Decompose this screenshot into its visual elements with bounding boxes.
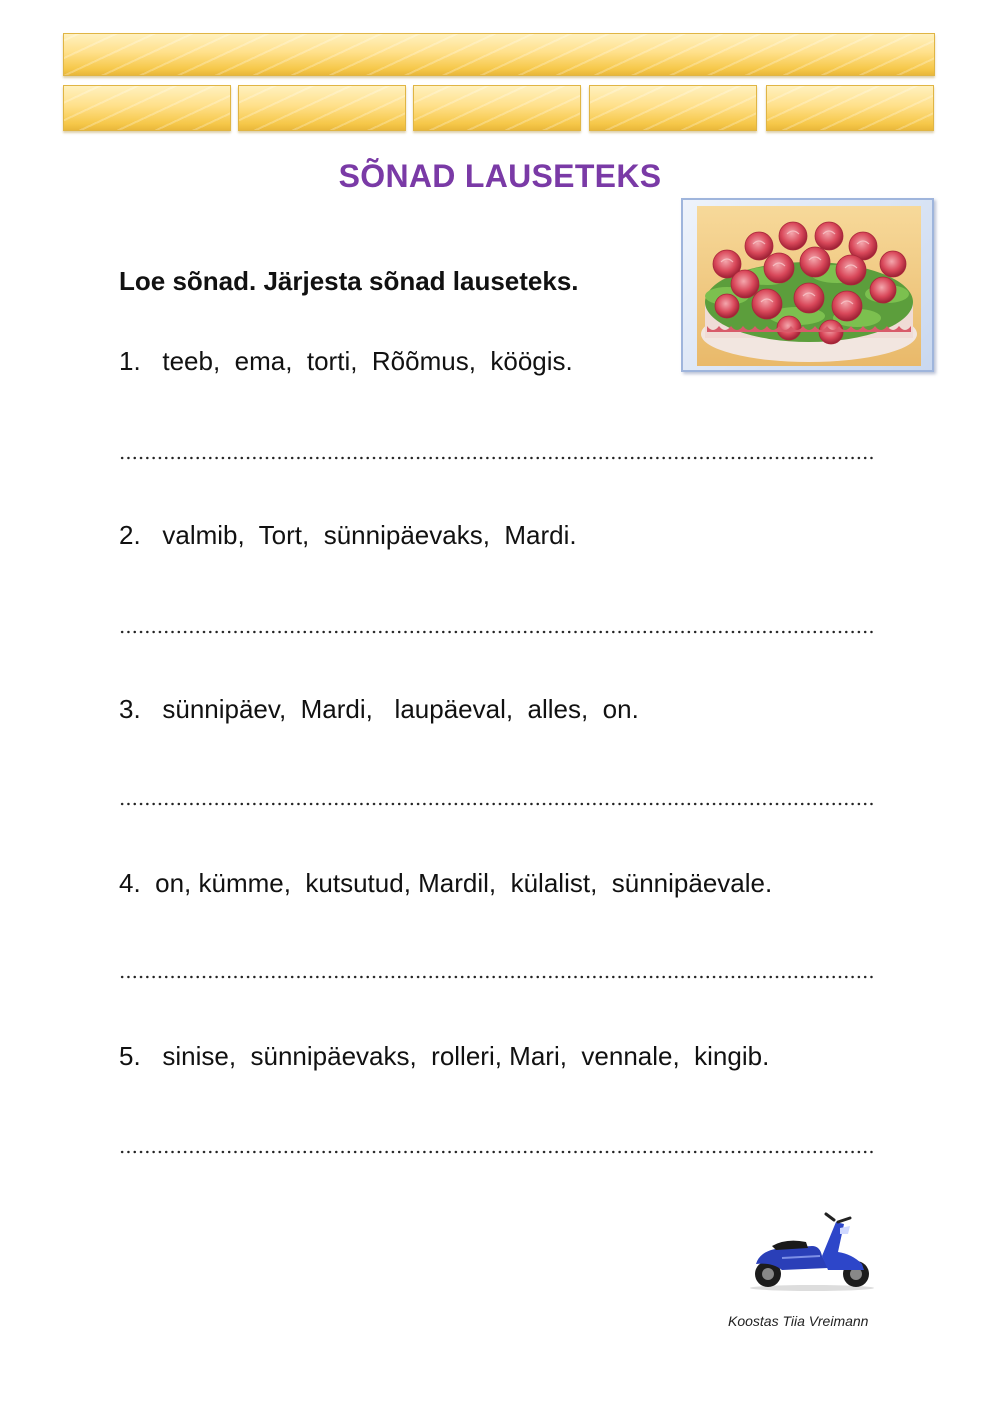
exercise-2-words: 2. valmib, Tort, sünnipäevaks, Mardi. (119, 520, 577, 550)
exercise-3-answer-line[interactable] (119, 802, 875, 806)
exercise-2-answer-line[interactable] (119, 630, 875, 634)
page-title: SÕNAD LAUSETEKS (338, 158, 662, 194)
exercise-4-words: 4. on, kümme, kutsutud, Mardil, külalist, sünnipäevale. (119, 868, 773, 898)
blue-scooter-icon (742, 1212, 882, 1292)
cake-image (681, 198, 934, 372)
header-tab-5 (766, 85, 934, 131)
exercise-1-words: 1. teeb, ema, torti, Rõõmus, köögis. (119, 346, 573, 376)
exercise-3-words: 3. sünnipäev, Mardi, laupäeval, alles, on. (119, 694, 639, 724)
header-banner (63, 33, 935, 76)
exercise-5-words: 5. sinise, sünnipäevaks, rolleri, Mari, vennale, kingib. (119, 1041, 770, 1071)
header-tab-4 (589, 85, 757, 131)
header-tab-1 (63, 85, 231, 131)
header-tab-2 (238, 85, 406, 131)
exercise-4-answer-line[interactable] (119, 975, 875, 979)
exercise-5-answer-line[interactable] (119, 1150, 875, 1154)
instruction-text: Loe sõnad. Järjesta sõnad lauseteks. (119, 266, 579, 296)
header-tab-3 (413, 85, 581, 131)
author-credit: Koostas Tiia Vreimann (728, 1313, 869, 1329)
exercise-1-answer-line[interactable] (119, 456, 875, 460)
cake-with-roses-icon (697, 206, 921, 366)
scooter-image (742, 1212, 882, 1297)
